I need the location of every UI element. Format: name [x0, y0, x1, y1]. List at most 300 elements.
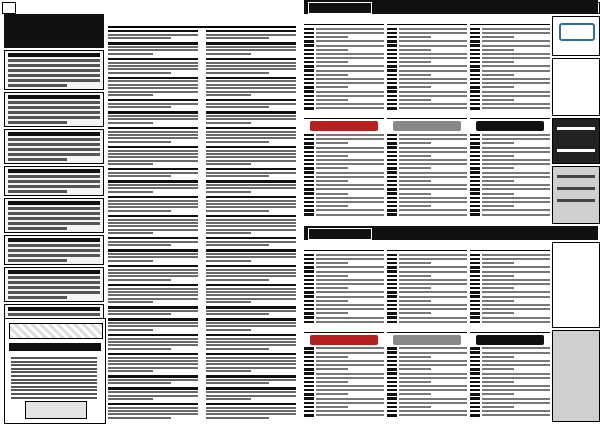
- program-time: [387, 279, 397, 281]
- program-time: [387, 180, 397, 182]
- program-title: [399, 184, 467, 186]
- program-time: [304, 397, 314, 399]
- program-row: [470, 299, 550, 303]
- program-time: [304, 262, 314, 264]
- program-row: [387, 61, 467, 65]
- text-line: [206, 269, 296, 271]
- program-time: [387, 192, 397, 194]
- text-line: [206, 417, 269, 419]
- program-row: [470, 86, 550, 90]
- program-row: [387, 414, 467, 418]
- program-time: [387, 65, 397, 67]
- text-line: [108, 196, 198, 198]
- classified-ad: [4, 198, 104, 233]
- program-title: [316, 360, 384, 362]
- text-line: [206, 360, 296, 362]
- text-line: [206, 253, 296, 255]
- vacancy-entry: [108, 353, 198, 372]
- text-line: [108, 338, 198, 340]
- program-time: [387, 99, 397, 101]
- program-title: [399, 414, 467, 416]
- program-time: [470, 197, 480, 199]
- program-title: [482, 151, 550, 153]
- vacancy-entry: [206, 180, 296, 193]
- program-title: [482, 368, 514, 370]
- program-title: [399, 312, 431, 314]
- text-line: [206, 325, 296, 327]
- advertisement: [552, 330, 600, 422]
- program-title: [316, 147, 384, 149]
- program-time: [387, 188, 397, 190]
- text-line: [8, 180, 100, 183]
- text-line: [108, 222, 198, 224]
- program-row: [304, 299, 384, 303]
- text-line: [108, 84, 198, 86]
- program-time: [304, 351, 314, 353]
- channel-name: [304, 111, 384, 119]
- program-title: [316, 176, 384, 178]
- program-time: [470, 44, 480, 46]
- program-time: [387, 291, 397, 293]
- program-title: [482, 32, 550, 34]
- program-row: [387, 397, 467, 401]
- vacancy-entry: [206, 387, 296, 400]
- program-time: [304, 188, 314, 190]
- program-title: [482, 40, 550, 42]
- program-title: [316, 167, 348, 169]
- program-time: [387, 287, 397, 289]
- program-row: [387, 150, 467, 154]
- program-row: [304, 48, 384, 52]
- program-title: [482, 356, 514, 358]
- program-row: [387, 188, 467, 192]
- program-time: [470, 163, 480, 165]
- program-title: [316, 214, 384, 216]
- text-line: [206, 382, 269, 384]
- text-line: [108, 379, 198, 381]
- text-line: [11, 393, 97, 395]
- program-row: [470, 102, 550, 106]
- program-title: [482, 197, 550, 199]
- program-row: [304, 414, 384, 418]
- program-time: [470, 146, 480, 148]
- program-row: [387, 376, 467, 380]
- program-time: [470, 266, 480, 268]
- text-line: [206, 237, 296, 239]
- text-line: [206, 329, 251, 331]
- text-line: [8, 190, 67, 193]
- program-time: [387, 61, 397, 63]
- newspaper-page-right: [302, 0, 600, 424]
- program-time: [470, 209, 480, 211]
- program-title: [482, 300, 514, 302]
- text-line: [108, 391, 198, 393]
- program-title: [399, 91, 467, 93]
- program-title: [316, 82, 384, 84]
- program-row: [387, 363, 467, 367]
- program-row: [470, 167, 550, 171]
- text-line: [108, 403, 198, 405]
- program-row: [387, 316, 467, 320]
- program-row: [304, 137, 384, 141]
- program-time: [304, 155, 314, 157]
- program-time: [304, 414, 314, 416]
- program-row: [470, 171, 550, 175]
- program-row: [470, 175, 550, 179]
- program-title: [482, 82, 550, 84]
- program-time: [387, 397, 397, 399]
- program-title: [316, 287, 348, 289]
- vacancy-entry: [206, 375, 296, 384]
- program-time: [304, 321, 314, 323]
- text-line: [108, 395, 198, 397]
- text-line: [206, 348, 269, 350]
- text-line: [206, 403, 296, 405]
- program-row: [387, 35, 467, 39]
- program-title: [316, 45, 384, 47]
- program-row: [304, 316, 384, 320]
- program-row: [304, 81, 384, 85]
- program-time: [304, 275, 314, 277]
- text-line: [8, 121, 67, 124]
- program-row: [304, 257, 384, 261]
- program-title: [399, 65, 467, 67]
- text-line: [108, 72, 171, 74]
- text-line: [8, 84, 67, 87]
- program-row: [470, 405, 550, 409]
- program-row: [470, 179, 550, 183]
- program-time: [470, 171, 480, 173]
- program-title: [399, 159, 467, 161]
- text-line: [206, 111, 296, 113]
- text-line: [8, 185, 100, 188]
- text-line: [8, 307, 100, 311]
- program-time: [387, 266, 397, 268]
- program-title: [399, 78, 467, 80]
- program-title: [482, 254, 550, 256]
- text-line: [206, 146, 296, 148]
- program-time: [387, 254, 397, 256]
- classified-ad: [4, 267, 104, 302]
- program-row: [387, 167, 467, 171]
- program-row: [387, 266, 467, 270]
- side-advertisements: [552, 16, 598, 224]
- program-title: [482, 74, 514, 76]
- text-line: [206, 301, 251, 303]
- program-row: [387, 52, 467, 56]
- channel-logo: [559, 23, 595, 41]
- program-row: [304, 94, 384, 98]
- program-row: [470, 150, 550, 154]
- program-time: [304, 393, 314, 395]
- program-time: [470, 254, 480, 256]
- vacancy-entry: [206, 168, 296, 177]
- program-title: [482, 279, 550, 281]
- program-row: [304, 158, 384, 162]
- program-time: [387, 53, 397, 55]
- vacancies-column-2: [206, 30, 296, 422]
- program-time: [304, 291, 314, 293]
- program-title: [399, 283, 467, 285]
- vacancy-entry: [206, 403, 296, 419]
- vacancy-entry: [108, 42, 198, 55]
- vacancy-entry: [108, 265, 198, 281]
- program-time: [304, 287, 314, 289]
- program-time: [387, 138, 397, 140]
- text-line: [108, 313, 171, 315]
- text-line: [206, 265, 296, 267]
- program-time: [387, 176, 397, 178]
- text-line: [8, 132, 100, 136]
- program-time: [387, 308, 397, 310]
- text-line: [8, 101, 100, 104]
- program-time: [304, 28, 314, 30]
- program-time: [387, 295, 397, 297]
- program-time: [304, 36, 314, 38]
- program-row: [304, 270, 384, 274]
- program-title: [482, 45, 550, 47]
- text-line: [108, 65, 198, 67]
- program-time: [470, 49, 480, 51]
- program-time: [304, 44, 314, 46]
- channel-advertisement: [552, 58, 600, 116]
- program-title: [482, 364, 550, 366]
- program-title: [399, 180, 431, 182]
- program-row: [470, 351, 550, 355]
- program-row: [304, 73, 384, 77]
- program-row: [470, 287, 550, 291]
- text-line: [206, 291, 296, 293]
- program-title: [399, 147, 467, 149]
- program-title: [399, 398, 467, 400]
- text-line: [206, 87, 296, 89]
- text-line: [108, 115, 198, 117]
- program-time: [304, 192, 314, 194]
- program-time: [470, 176, 480, 178]
- program-time: [304, 410, 314, 412]
- program-title: [399, 209, 467, 211]
- text-line: [206, 367, 296, 369]
- text-line: [206, 34, 296, 36]
- text-line: [206, 256, 296, 258]
- program-row: [470, 388, 550, 392]
- text-line: [108, 111, 198, 113]
- tv-section-header: [304, 226, 598, 240]
- text-line: [108, 141, 171, 143]
- program-title: [399, 197, 467, 199]
- program-title: [316, 197, 384, 199]
- program-row: [470, 295, 550, 299]
- program-title: [482, 262, 514, 264]
- program-row: [387, 137, 467, 141]
- program-time: [387, 95, 397, 97]
- program-title: [399, 373, 467, 375]
- program-title: [316, 201, 384, 203]
- text-line: [8, 254, 100, 257]
- tv-column-2: [387, 16, 467, 224]
- program-time: [470, 159, 480, 161]
- section-heading: [108, 14, 296, 28]
- program-title: [316, 134, 384, 136]
- program-row: [304, 274, 384, 278]
- program-title: [399, 188, 467, 190]
- side-advertisements: [552, 242, 598, 422]
- program-title: [482, 155, 514, 157]
- program-time: [304, 49, 314, 51]
- program-row: [304, 142, 384, 146]
- program-time: [470, 393, 480, 395]
- text-line: [108, 334, 198, 336]
- channel-name: [470, 17, 550, 25]
- program-row: [304, 397, 384, 401]
- text-line: [206, 172, 296, 174]
- program-time: [304, 99, 314, 101]
- program-title: [316, 393, 348, 395]
- program-time: [304, 201, 314, 203]
- program-title: [482, 147, 550, 149]
- program-time: [304, 316, 314, 318]
- program-title: [482, 308, 550, 310]
- program-row: [470, 44, 550, 48]
- program-row: [470, 380, 550, 384]
- program-title: [482, 283, 550, 285]
- text-line: [206, 175, 269, 177]
- program-row: [304, 307, 384, 311]
- program-row: [387, 162, 467, 166]
- text-line: [206, 118, 296, 120]
- program-title: [399, 167, 431, 169]
- program-time: [470, 385, 480, 387]
- program-title: [482, 142, 514, 144]
- program-time: [304, 95, 314, 97]
- program-row: [304, 368, 384, 372]
- program-title: [399, 271, 467, 273]
- program-row: [470, 27, 550, 31]
- text-line: [206, 344, 296, 346]
- program-time: [470, 205, 480, 207]
- program-time: [470, 368, 480, 370]
- program-time: [387, 406, 397, 408]
- classified-ad: [4, 166, 104, 196]
- ad-text-line: [557, 199, 595, 202]
- program-row: [304, 27, 384, 31]
- program-time: [470, 192, 480, 194]
- program-time: [387, 364, 397, 366]
- program-row: [304, 167, 384, 171]
- text-line: [206, 229, 296, 231]
- text-line: [108, 279, 171, 281]
- program-title: [482, 49, 514, 51]
- channel-name: [470, 111, 550, 119]
- program-time: [470, 184, 480, 186]
- text-line: [108, 49, 198, 51]
- text-line: [108, 172, 198, 174]
- program-row: [387, 257, 467, 261]
- text-line: [206, 275, 296, 277]
- vacancy-entry: [108, 375, 198, 384]
- program-time: [387, 28, 397, 30]
- program-time: [387, 57, 397, 59]
- text-line: [108, 407, 198, 409]
- text-line: [206, 106, 269, 108]
- text-line: [108, 232, 153, 234]
- vacancy-entry: [206, 99, 296, 108]
- program-row: [387, 372, 467, 376]
- program-row: [387, 183, 467, 187]
- text-line: [8, 158, 67, 161]
- program-time: [387, 103, 397, 105]
- program-title: [316, 99, 348, 101]
- program-time: [470, 78, 480, 80]
- program-time: [470, 414, 480, 416]
- text-line: [206, 338, 296, 340]
- text-line: [108, 329, 153, 331]
- text-line: [206, 160, 296, 162]
- program-row: [387, 171, 467, 175]
- program-row: [470, 40, 550, 44]
- channel-logo: [476, 121, 544, 131]
- text-line: [206, 341, 296, 343]
- program-time: [387, 312, 397, 314]
- program-row: [470, 368, 550, 372]
- program-time: [304, 65, 314, 67]
- program-row: [387, 312, 467, 316]
- text-line: [8, 212, 100, 215]
- program-title: [316, 254, 384, 256]
- vacancy-entry: [108, 168, 198, 177]
- channel-logo: [310, 121, 378, 131]
- program-title: [316, 368, 348, 370]
- program-row: [304, 107, 384, 111]
- program-row: [304, 179, 384, 183]
- program-title: [316, 258, 384, 260]
- program-time: [387, 270, 397, 272]
- text-line: [108, 341, 198, 343]
- text-line: [8, 79, 100, 82]
- program-row: [387, 393, 467, 397]
- program-time: [304, 159, 314, 161]
- program-row: [387, 261, 467, 265]
- text-line: [206, 206, 296, 208]
- text-line: [206, 84, 296, 86]
- program-title: [482, 134, 550, 136]
- vacancy-entry: [206, 249, 296, 262]
- program-title: [399, 103, 467, 105]
- text-line: [108, 187, 198, 189]
- text-line: [108, 219, 198, 221]
- program-time: [304, 61, 314, 63]
- program-time: [304, 142, 314, 144]
- program-title: [482, 138, 550, 140]
- program-title: [399, 254, 467, 256]
- program-title: [316, 312, 348, 314]
- program-time: [470, 107, 480, 109]
- program-time: [387, 275, 397, 277]
- program-title: [482, 347, 550, 349]
- program-time: [304, 283, 314, 285]
- program-time: [387, 40, 397, 42]
- program-time: [304, 377, 314, 379]
- text-line: [206, 58, 296, 60]
- program-row: [470, 270, 550, 274]
- program-time: [304, 57, 314, 59]
- vacancy-entry: [108, 196, 198, 212]
- ad-text-line: [557, 187, 595, 190]
- program-time: [304, 372, 314, 374]
- program-time: [387, 163, 397, 165]
- program-title: [399, 258, 467, 260]
- program-row: [470, 158, 550, 162]
